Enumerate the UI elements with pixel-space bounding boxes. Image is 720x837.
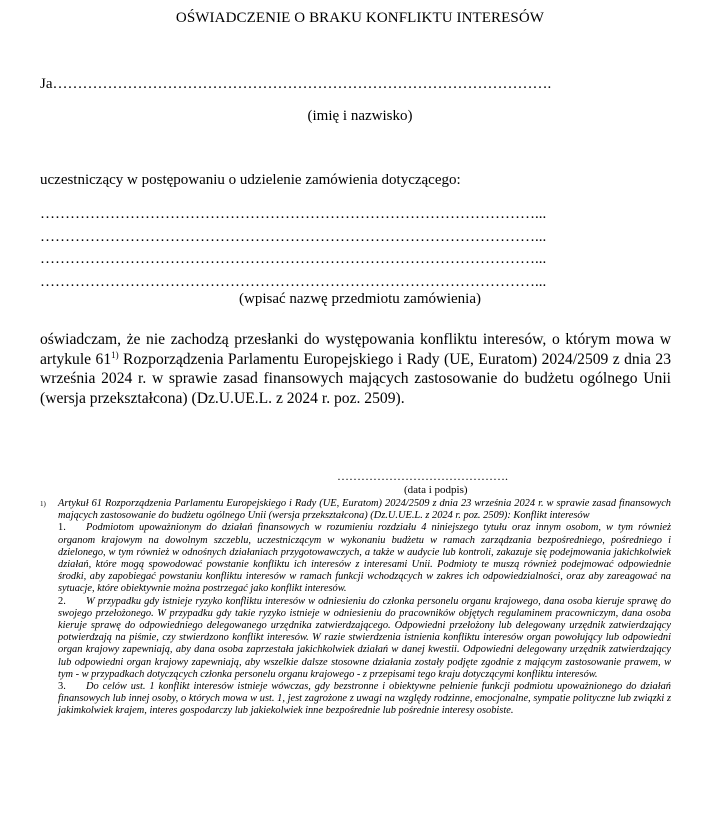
footnote bbox=[40, 498, 671, 718]
document-title: OŚWIADCZENIE O BRAKU KONFLIKTU INTERESÓW bbox=[175, 10, 545, 26]
signature-caption: (data i podpis) bbox=[404, 484, 468, 496]
participant-text: uczestniczący w postępowaniu o udzielenie zamówienia dotyczącego: bbox=[40, 172, 461, 188]
subject-fill-line: ………………………………………………………………………………………... bbox=[40, 273, 547, 290]
subject-fill-line: ………………………………………………………………………………………... bbox=[40, 228, 547, 245]
paragraph-number: 1. bbox=[58, 522, 66, 534]
declaration-paragraph bbox=[40, 330, 671, 408]
paragraph-text: Do celów ust. 1 konflikt interesów istnieje wówczas, gdy bezstronne i obiektywne pełnienie funkcji podmiotu upoważnionego do działań finansowych lub innej osoby, o których mowa w ust. 1, jest zagrożone z uwagi na względy rodzinne, emocjonalne, sympatie polityczne lub związki z jakimkolwiek krajem, interes gospodarczy lub jakiekolwiek inne bezpośrednie lub pośrednie interesy osobiste. bbox=[58, 681, 671, 717]
footnote-paragraph bbox=[58, 522, 671, 595]
declaration-text-start: oświadczam, że nie zachodzą przesłanki do występowania konfliktu interesów, o którym mowa w artykule 61 bbox=[40, 331, 671, 368]
name-caption: (imię i nazwisko) bbox=[307, 108, 413, 124]
paragraph-text: Podmiotom upoważnionym do działań finansowych w rozumieniu rozdziału 4 niniejszego tytułu oraz innym osobom, w tym również organom krajowym na dowolnym szczeblu, uczestniczącym w wykonaniu budżetu w ramach zarządzania bezpośredniego, pośredniego i dzielonego, w tym również w odnośnych działaniach przygotowawczych, a także w audycie lub kontroli, zakazuje się podejmowania jakichkolwiek działań, które mogą spowodować powstanie konfliktu ich interesów z interesami Unii. Podmioty te muszą również podejmować odpowiednie środki, aby zapobiegać powstaniu konfliktu interesów w ramach funkcji wchodzących w zakres ich odpowiedzialności, oraz aby zareagować na sytuacje, które obiektywnie można postrzegać jako konflikt interesów. bbox=[58, 522, 671, 595]
signature-line: ……………………………………. bbox=[337, 469, 508, 483]
footnote-paragraph bbox=[58, 596, 671, 681]
paragraph-number: 2. bbox=[58, 595, 66, 607]
paragraph-number: 3. bbox=[58, 681, 66, 693]
subject-fill-line: ………………………………………………………………………………………... bbox=[40, 206, 547, 222]
footnote-reference: 1) bbox=[111, 349, 119, 360]
footnote-paragraph bbox=[58, 681, 671, 718]
subject-caption: (wpisać nazwę przedmiotu zamówienia) bbox=[239, 291, 481, 307]
footnote-intro: Artykuł 61 Rozporządzenia Parlamentu Europejskiego i Rady (UE, Euratom) 2024/2509 z dnia 23 września 2024 r. w sprawie zasad finansowych mających zastosowanie do budżetu ogólnego Unii (wersja przekształcona) (Dz.U.UE.L. z 2024 r. poz. 2509): Konflikt interesów bbox=[58, 498, 671, 522]
subject-fill-lines bbox=[40, 203, 546, 293]
name-fill-line: Ja………………………………………………………………………………………. bbox=[40, 76, 552, 92]
paragraph-text: W przypadku gdy istnieje ryzyko konfliktu interesów w odniesieniu do członka personelu organu krajowego, dana osoba kieruje sprawę do swojego przełożonego. W przypadku gdy takie ryzyko istnieje w odniesieniu do pracowników objętych regulaminem pracowniczym, dana osoba kieruje sprawę do odpowiedniego delegowanego urzędnika zatwierdzającego. Odpowiedni przełożony lub delegowany urzędnik zatwierdzający potwierdzają na piśmie, czy stwierdzono konflikt interesów. W razie stwierdzenia istnienia konfliktu interesów organ powołujący lub odpowiedni organ krajowy zapewniają, aby dana osoba zaprzestała jakichkolwiek działań w danej kwestii. Odpowiedni delegowany urzędnik zatwierdzający lub odpowiedni organ krajowy zapewniają, aby wszelkie dalsze stosowne działania zostały podjęte zgodnie z mającym zastosowanie prawem, w tym - w przypadkach dotyczących członka personelu organu krajowego - z przepisami tego kraju dotyczącymi konfliktu interesów. bbox=[58, 595, 671, 680]
footnote-marker: 1) bbox=[40, 500, 46, 508]
subject-fill-line: ………………………………………………………………………………………... bbox=[40, 251, 547, 267]
declaration-text-end: Rozporządzenia Parlamentu Europejskiego i Rady (UE, Euratom) 2024/2509 z dnia 23 września 2024 r. w sprawie zasad finansowych mających zastosowanie do budżetu ogólnego Unii (wersja przekształcona) (Dz.U.UE.L. z 2024 r. poz. 2509). bbox=[40, 350, 671, 407]
